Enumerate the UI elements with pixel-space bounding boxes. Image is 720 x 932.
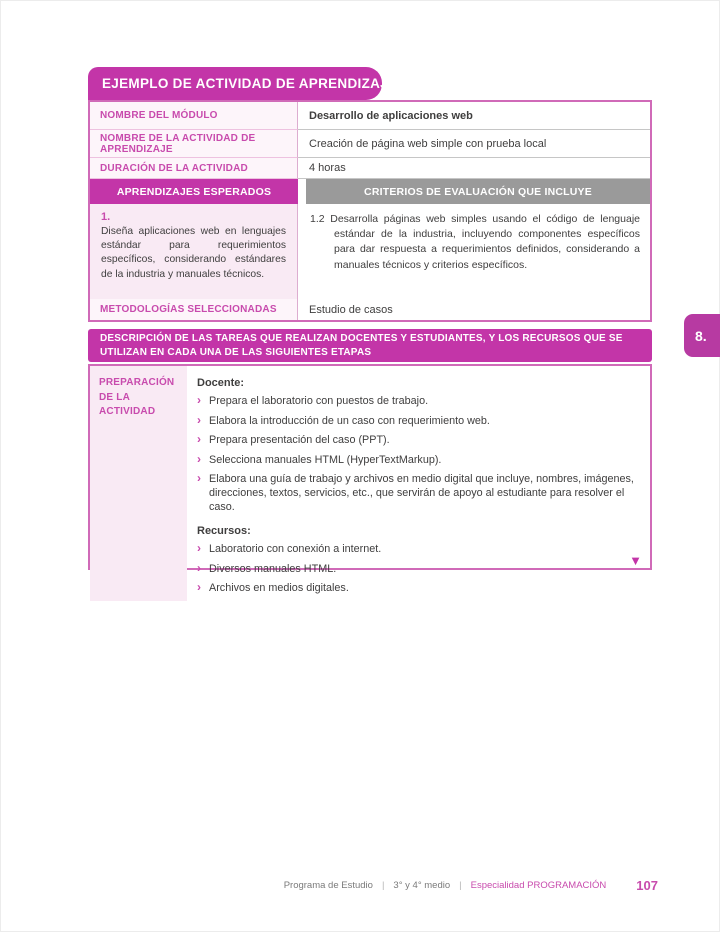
table-row <box>90 102 650 130</box>
page-number: 107 <box>636 877 658 893</box>
methodologies-label: METODOLOGÍAS SELECCIONADAS <box>90 299 298 320</box>
activity-info-table <box>88 100 652 322</box>
evaluation-criteria-header: CRITERIOS DE EVALUACIÓN QUE INCLUYE <box>298 179 650 204</box>
methodologies-value: Estudio de casos <box>298 299 650 320</box>
duration-value: 4 horas <box>298 158 650 179</box>
list-item-text: Elabora una guía de trabajo y archivos en medio digital que incluye, nombres, imágenes, direcciones, textos, servicios, etc., que servirán de apoyo al estudiante para resolver el caso. <box>209 473 634 514</box>
bullet-icon: › <box>197 471 201 486</box>
bullet-icon: › <box>197 432 201 447</box>
table-row <box>90 130 650 158</box>
preparation-section <box>88 364 652 595</box>
list-item <box>197 453 636 467</box>
resources-section-title: Recursos: <box>197 525 251 538</box>
bullet-icon: › <box>197 560 201 575</box>
page-footer <box>0 876 658 894</box>
teacher-task-list <box>197 394 636 514</box>
preparation-label: PREPARACIÓN DE LA ACTIVIDAD <box>90 366 187 601</box>
bullet-icon: › <box>197 451 201 466</box>
list-item <box>197 581 636 595</box>
activity-name-value: Creación de página web simple con prueba local <box>298 130 650 158</box>
expected-learning-cell <box>90 204 298 299</box>
footer-program: Programa de Estudio <box>283 879 373 891</box>
footer-specialty: Especialidad PROGRAMACIÓN <box>470 879 607 891</box>
preparation-content <box>187 366 650 601</box>
footer-separator: | <box>381 879 385 891</box>
activity-name-label: NOMBRE DE LA ACTIVIDAD DE APRENDIZAJE <box>90 130 298 158</box>
bullet-icon: › <box>197 393 201 407</box>
list-item-text: Prepara el laboratorio con puestos de trabajo. <box>209 395 429 407</box>
tasks-description-band: DESCRIPCIÓN DE LAS TAREAS QUE REALIZAN DOCENTES Y ESTUDIANTES, Y LOS RECURSOS QUE SE UTILIZAN EN CADA UNA DE LAS SIGUIENTES ETAPAS <box>88 329 652 362</box>
list-item-text: Prepara presentación del caso (PPT). <box>209 434 390 447</box>
list-item <box>197 394 636 408</box>
chapter-tab-label: 8. <box>695 327 707 344</box>
learning-content-row <box>90 204 650 299</box>
module-name-value: Desarrollo de aplicaciones web <box>298 102 650 130</box>
bullet-icon: › <box>197 580 201 595</box>
list-item <box>197 414 636 428</box>
footer-grade: 3° y 4° medio <box>393 879 451 891</box>
list-item <box>197 433 636 447</box>
bullet-icon: › <box>197 412 201 427</box>
list-item-text: Diversos manuales HTML. <box>209 562 337 575</box>
chapter-tab-8 <box>684 314 720 357</box>
table-row <box>90 158 650 179</box>
list-item-text: Elabora la introducción de un caso con requerimiento web. <box>209 414 490 427</box>
list-item-text: Laboratorio con conexión a internet. <box>209 543 382 556</box>
criteria-text: 1.2 Desarrolla páginas web simples usando el código de lenguaje estándar de la industria, incluyendo componentes específicos para dar respuesta a requerimientos definidos, considerando a manuales técnicos y criterios específicos. <box>310 213 640 271</box>
activity-example-title: EJEMPLO DE ACTIVIDAD DE APRENDIZAJE <box>88 67 382 100</box>
criteria-cell <box>298 204 650 299</box>
resources-list <box>197 542 636 595</box>
learning-text: Diseña aplicaciones web en lenguajes estándar para requerimientos específicos, considerando estándares de la industria y manuales técnicos. <box>101 226 286 280</box>
table-row <box>90 299 650 320</box>
list-item <box>197 562 636 576</box>
teacher-section-title: Docente: <box>197 377 245 389</box>
module-name-label: NOMBRE DEL MÓDULO <box>90 102 298 130</box>
list-item <box>197 472 636 514</box>
bullet-icon: › <box>197 541 201 556</box>
learning-number: 1. <box>101 211 111 223</box>
expected-learning-header: APRENDIZAJES ESPERADOS <box>90 179 298 204</box>
list-item-text: Selecciona manuales HTML (HyperTextMarkup). <box>209 453 442 466</box>
duration-label: DURACIÓN DE LA ACTIVIDAD <box>90 158 298 179</box>
continuation-arrow-icon: ▼ <box>629 553 642 568</box>
list-item-text: Archivos en medios digitales. <box>209 582 349 595</box>
list-item <box>197 542 636 556</box>
footer-separator: | <box>459 879 462 891</box>
table-header-row <box>90 179 650 204</box>
